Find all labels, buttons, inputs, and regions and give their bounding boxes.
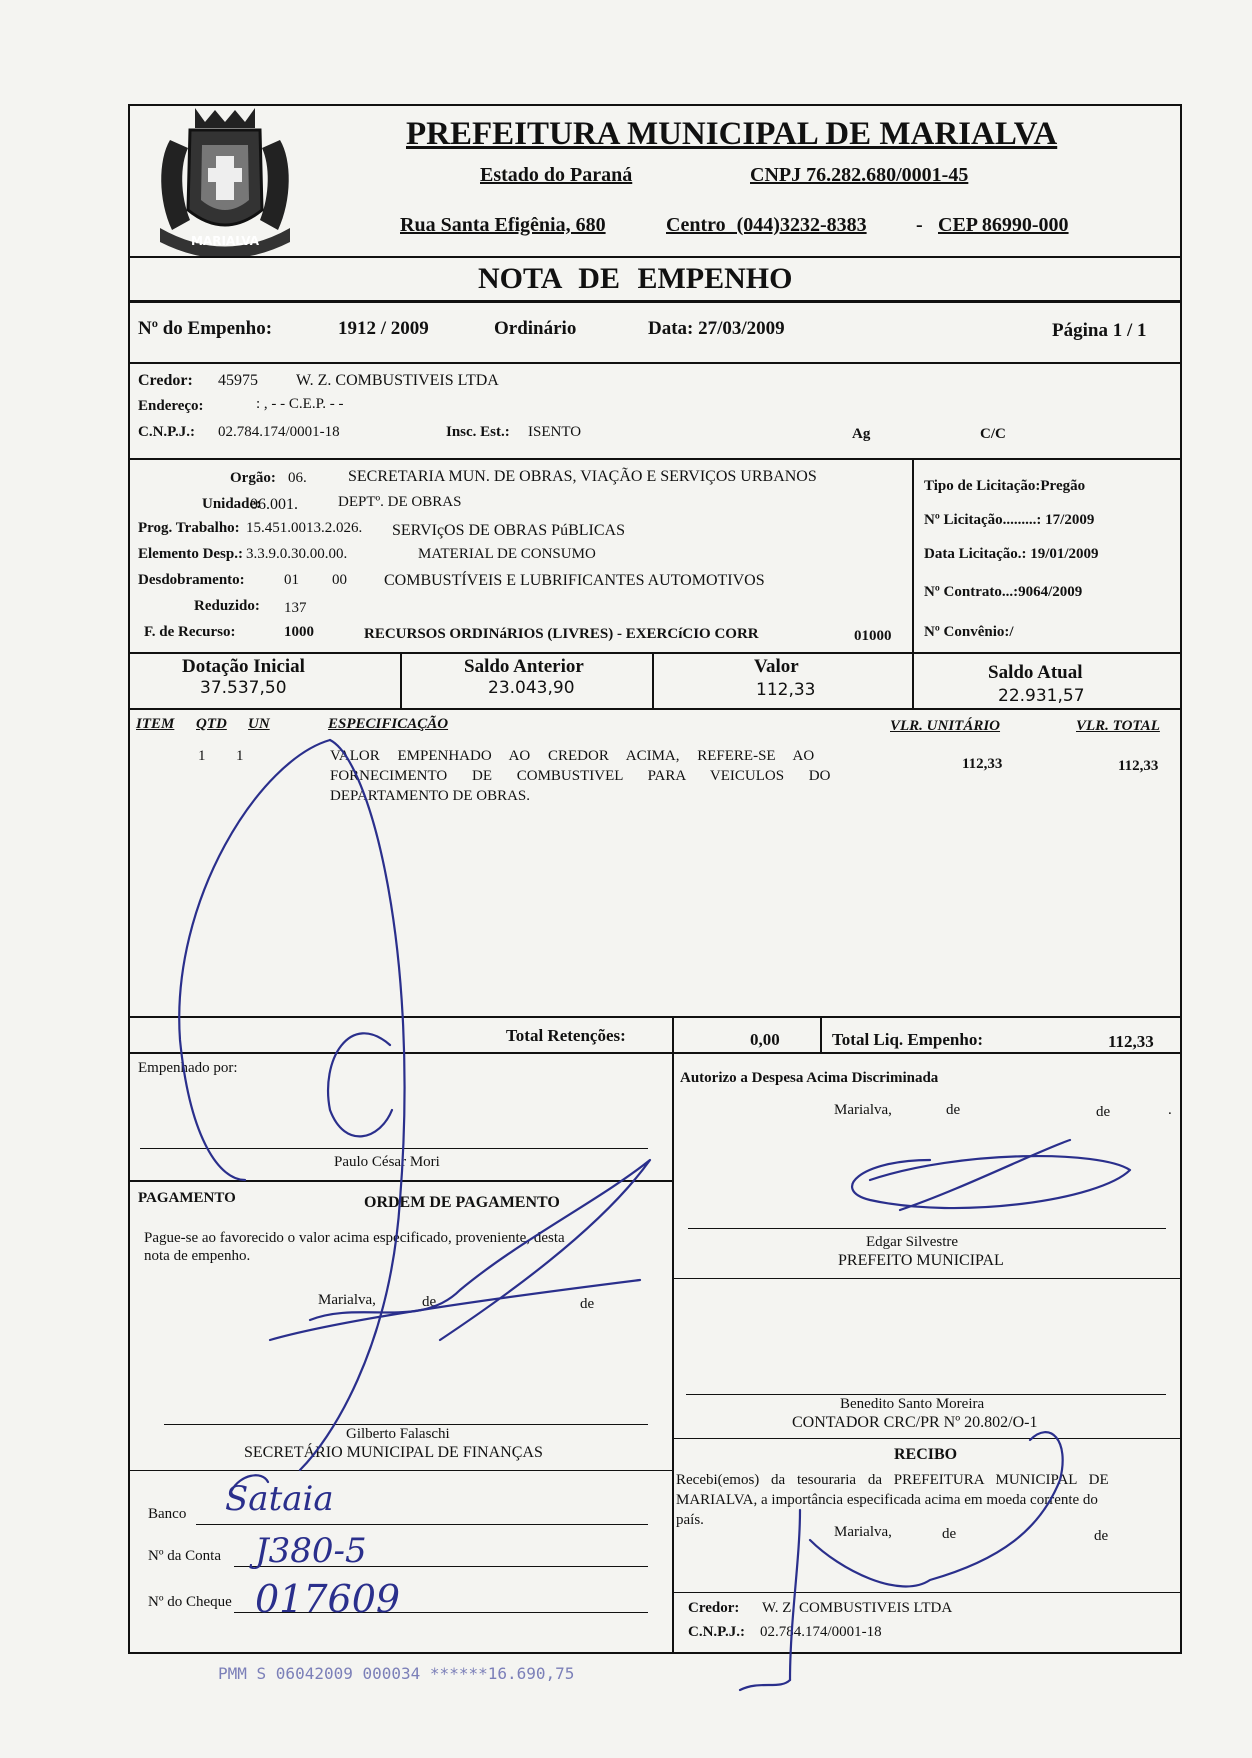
page-indicator: Página 1 / 1 [1052, 320, 1147, 341]
divider [672, 1278, 1182, 1279]
col-item-header: ITEM [136, 716, 175, 732]
cnpj-header: CNPJ 76.282.680/0001-45 [750, 164, 969, 186]
retencoes-label: Total Retenções: [506, 1026, 626, 1045]
state-name: Estado do Paraná [480, 164, 633, 186]
empenho-label: Nº do Empenho: [138, 318, 273, 339]
handwritten-cheque: 017609 [255, 1577, 401, 1621]
orgao-label: Orgão: [230, 470, 276, 486]
unidade-code: 06.001. [250, 496, 298, 513]
conta-label: Nº da Conta [148, 1548, 221, 1564]
cheque-label: Nº do Cheque [148, 1594, 232, 1610]
empenho-type: Ordinário [494, 318, 577, 339]
recibo-cnpj-label: C.N.P.J.: [688, 1624, 745, 1640]
conta-corrente-label: C/C [980, 426, 1006, 442]
col-spec-header: ESPECIFICAÇÃO [328, 716, 449, 732]
orgao-desc: SECRETARIA MUN. DE OBRAS, VIAÇÃO E SERVIÇOS URBANOS [348, 468, 817, 485]
reduzido-label: Reduzido: [194, 598, 260, 614]
autorizo-text: Autorizo a Despesa Acima Discriminada [680, 1070, 939, 1086]
nota-de-empenho-form [138, 104, 1182, 1654]
divider [128, 362, 1182, 364]
page-title: PREFEITURA MUNICIPAL DE MARIALVA [406, 116, 1058, 152]
tipo-licitacao: Tipo de Licitação:Pregão [924, 478, 1086, 494]
row-unit-value: 112,33 [962, 756, 1003, 772]
recibo-line3: país. [676, 1512, 704, 1528]
credor-code: 45975 [218, 372, 258, 389]
secretario-title: SECRETÁRIO MUNICIPAL DE FINANÇAS [244, 1444, 543, 1461]
recibo-credor-label: Credor: [688, 1600, 740, 1616]
col-qtd-header: QTD [196, 716, 227, 732]
divider [128, 652, 1182, 654]
insc-value: ISENTO [528, 424, 582, 440]
divider [672, 1016, 674, 1654]
divider [128, 708, 1182, 710]
prog-code: 15.451.0013.2.026. [246, 520, 363, 536]
pague-line1: Pague-se ao favorecido o valor acima especificado, proveniente, desta [144, 1230, 565, 1246]
cnpj-label: C.N.P.J.: [138, 424, 195, 440]
signature-stroke [740, 1680, 790, 1690]
prog-label: Prog. Trabalho: [138, 520, 240, 536]
divider [128, 1016, 1182, 1018]
divider [672, 1438, 1182, 1439]
prefeito-name: Edgar Silvestre [866, 1234, 959, 1250]
autorizo-de1: de [946, 1102, 961, 1118]
row-spec-line2: FORNECIMENTO DE COMBUSTIVEL PARA VEICULOS DO [330, 768, 831, 784]
credor-name: W. Z. COMBUSTIVEIS LTDA [296, 372, 499, 389]
valor-value: 112,33 [756, 680, 816, 700]
divider [128, 1180, 672, 1182]
credor-label: Credor: [138, 372, 193, 389]
dotacao-label: Dotação Inicial [182, 656, 305, 677]
recurso-desc: RECURSOS ORDINáRIOS (LIVRES) - EXERCíCIO CORR [364, 626, 759, 642]
saldo-anterior-value: 23.043,90 [488, 678, 575, 698]
desd-label: Desdobramento: [138, 572, 245, 588]
prefeito-title: PREFEITO MUNICIPAL [838, 1252, 1004, 1269]
divider [128, 300, 1182, 303]
divider [128, 1052, 1182, 1054]
desd-code2: 00 [332, 572, 347, 588]
desd-desc: COMBUSTÍVEIS E LUBRIFICANTES AUTOMOTIVOS [384, 572, 765, 589]
signature-line [140, 1148, 648, 1149]
divider [912, 458, 914, 708]
retencoes-value: 0,00 [750, 1030, 780, 1049]
handwritten-banco: Sataia [225, 1479, 334, 1519]
orgao-code: 06. [288, 470, 307, 486]
empenho-date: Data: 27/03/2009 [648, 318, 785, 339]
ordem-de1: de [422, 1294, 437, 1310]
insc-label: Insc. Est.: [446, 424, 510, 440]
col-total-header: VLR. TOTAL [1076, 718, 1160, 734]
contador-name: Benedito Santo Moreira [840, 1396, 985, 1412]
autorizo-city: Marialva, [834, 1102, 892, 1118]
col-un-header: UN [248, 716, 270, 732]
divider [128, 256, 1182, 258]
banco-label: Banco [148, 1506, 187, 1522]
divider [128, 1470, 672, 1471]
crest-ribbon-text: MARIALVA [191, 234, 259, 248]
agencia-label: Ag [852, 426, 871, 442]
desd-code1: 01 [284, 572, 299, 588]
saldo-anterior-label: Saldo Anterior [464, 656, 584, 677]
banco-line [196, 1524, 648, 1525]
elem-code: 3.3.9.0.30.00.00. [246, 546, 348, 562]
reduzido-value: 137 [284, 600, 307, 616]
ordem-pagamento-label: ORDEM DE PAGAMENTO [364, 1194, 560, 1211]
recibo-line1: Recebi(emos) da tesouraria da PREFEITURA MUNICIPAL DE [676, 1472, 1109, 1488]
document-title: NOTA DE EMPENHO [478, 262, 793, 295]
recibo-cnpj-value: 02.784.174/0001-18 [760, 1624, 882, 1640]
liquido-label: Total Liq. Empenho: [832, 1030, 983, 1049]
ordem-city: Marialva, [318, 1292, 376, 1308]
divider [820, 1016, 822, 1052]
separator: - [916, 214, 923, 236]
row-spec-line3: DEPARTAMENTO DE OBRAS. [330, 788, 531, 804]
recurso-label: F. de Recurso: [144, 624, 236, 640]
empenho-number: 1912 / 2009 [338, 318, 429, 339]
conta-line [234, 1566, 648, 1567]
autorizo-de2: de [1096, 1104, 1111, 1120]
recurso-code2: 01000 [854, 628, 892, 644]
pagamento-label: PAGAMENTO [138, 1190, 236, 1206]
numero-contrato: Nº Contrato...:9064/2009 [924, 584, 1083, 600]
address: Rua Santa Efigênia, 680 [400, 214, 606, 236]
saldo-atual-label: Saldo Atual [988, 662, 1083, 683]
dotacao-value: 37.537,50 [200, 678, 287, 698]
liquido-value: 112,33 [1108, 1032, 1154, 1051]
unidade-desc: DEPTº. DE OBRAS [338, 494, 462, 510]
recurso-code: 1000 [284, 624, 314, 640]
unidade-label: Unidade: [202, 496, 262, 512]
neighborhood-phone: Centro (044)3232-8383 [666, 214, 867, 236]
empenhado-label: Empenhado por: [138, 1060, 238, 1076]
prog-desc: SERVIçOS DE OBRAS PúBLICAS [392, 522, 625, 539]
divider [128, 458, 1182, 460]
numero-licitacao: Nº Licitação.........: 17/2009 [924, 512, 1095, 528]
valor-label: Valor [754, 656, 799, 677]
recibo-credor-name: W. Z. COMBUSTIVEIS LTDA [762, 1600, 953, 1616]
handwritten-conta: J380-5 [255, 1531, 367, 1571]
signature-line [688, 1228, 1166, 1229]
cnpj-value: 02.784.174/0001-18 [218, 424, 340, 440]
row-qtd: 1 [236, 748, 244, 764]
col-unit-header: VLR. UNITÁRIO [890, 718, 1001, 734]
elem-desc: MATERIAL DE CONSUMO [418, 546, 596, 562]
autorizo-dot: . [1168, 1102, 1172, 1118]
saldo-atual-value: 22.931,57 [998, 686, 1085, 706]
recibo-title: RECIBO [894, 1446, 958, 1463]
elem-label: Elemento Desp.: [138, 546, 243, 562]
divider [672, 1592, 1182, 1593]
numero-convenio: Nº Convênio:/ [924, 624, 1014, 640]
data-licitacao: Data Licitação.: 19/01/2009 [924, 546, 1099, 562]
ordem-de2: de [580, 1296, 595, 1312]
signature-line [164, 1424, 648, 1425]
pague-line2: nota de empenho. [144, 1248, 251, 1264]
secretario-name: Gilberto Falaschi [346, 1426, 450, 1442]
recibo-de1: de [942, 1526, 957, 1542]
contador-title: CONTADOR CRC/PR Nº 20.802/O-1 [792, 1414, 1038, 1431]
row-item: 1 [198, 748, 206, 764]
footer-stamp: PMM S 06042009 000034 ******16.690,75 [218, 1664, 575, 1683]
recibo-line2: MARIALVA, a importância especificada acima em moeda corrente do [676, 1492, 1098, 1508]
recibo-de2: de [1094, 1528, 1109, 1544]
divider [400, 652, 402, 708]
empenhado-name: Paulo César Mori [334, 1154, 440, 1170]
address-value: : , - - C.E.P. - - [256, 396, 344, 412]
row-total-value: 112,33 [1118, 758, 1159, 774]
address-label: Endereço: [138, 398, 204, 414]
signature-line [686, 1394, 1166, 1395]
cep-header: CEP 86990-000 [938, 214, 1069, 236]
divider [652, 652, 654, 708]
recibo-city: Marialva, [834, 1524, 892, 1540]
cheque-line [234, 1612, 648, 1613]
row-spec-line1: VALOR EMPENHADO AO CREDOR ACIMA, REFERE-SE AO [330, 748, 815, 764]
